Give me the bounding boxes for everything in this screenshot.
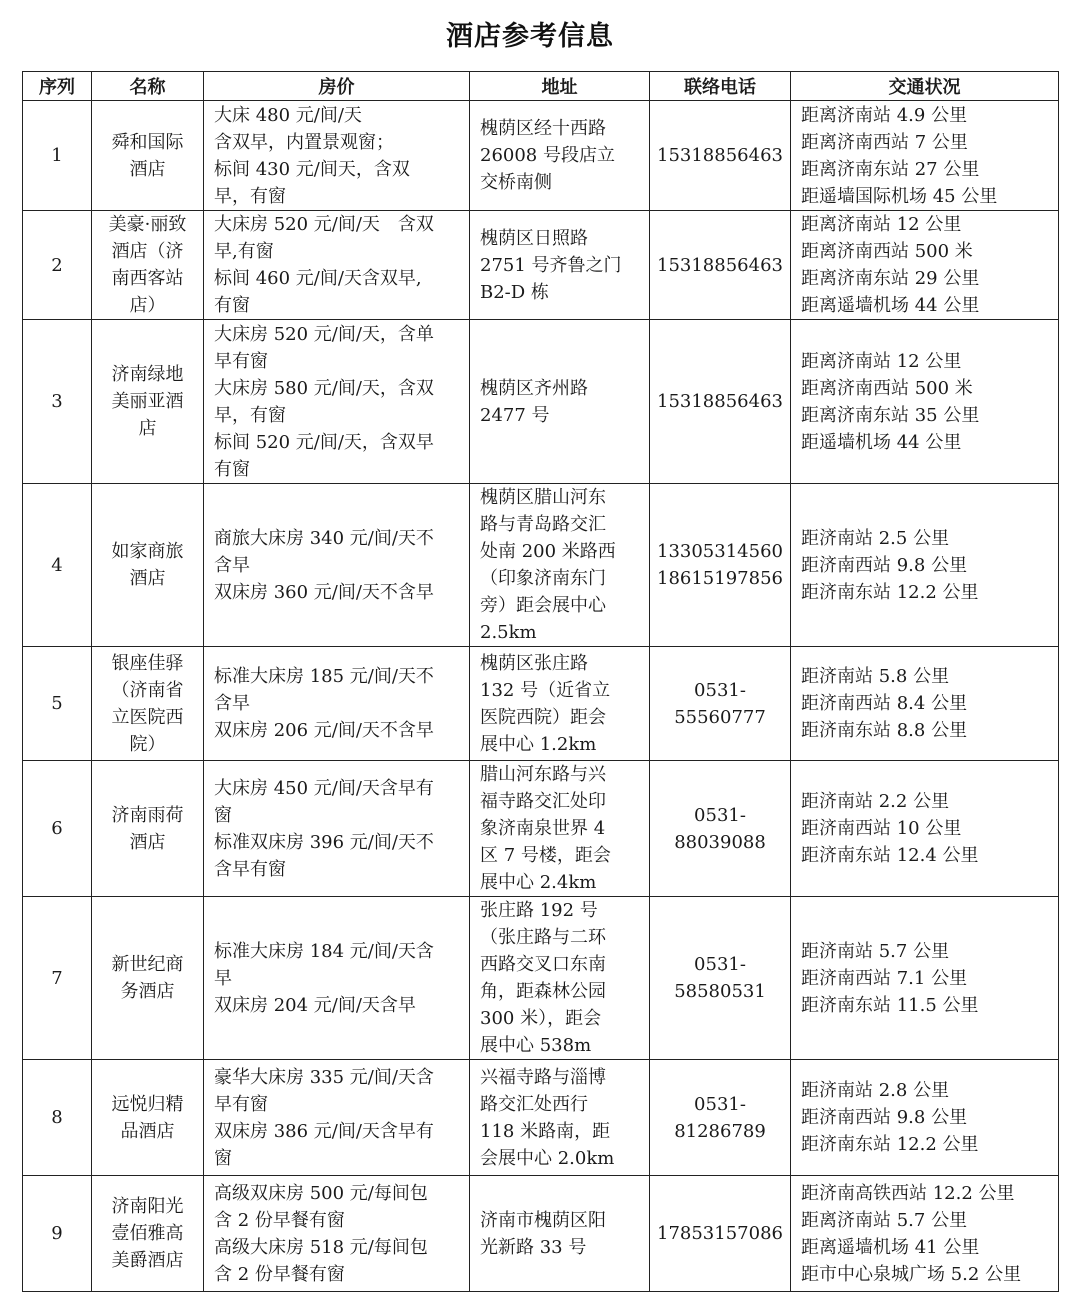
price-line: 早有窗 xyxy=(214,350,268,372)
phone-line: 0531- xyxy=(694,1093,746,1115)
phone-line: 13305314560 xyxy=(657,541,783,562)
address-line: 交桥南侧 xyxy=(480,172,552,193)
phone-line: 17853157086 xyxy=(657,1223,783,1244)
phone-cell xyxy=(650,761,791,897)
hotel-name-line: 酒店 xyxy=(129,831,166,853)
row-index-cell: 8 xyxy=(23,1060,92,1176)
traffic-line: 距济南西站 9.8 公里 xyxy=(801,1107,968,1128)
price-line: 标间 430 元/间天，含双 xyxy=(214,158,410,180)
hotel-name-line: 新世纪商 xyxy=(111,954,184,975)
address-line: （印象济南东门 xyxy=(480,568,606,589)
traffic-cell xyxy=(791,1060,1059,1176)
traffic-line: 距济南站 5.7 公里 xyxy=(801,940,950,962)
hotel-name-line: 店 xyxy=(138,418,157,439)
page-title: 酒店参考信息 xyxy=(446,21,614,52)
phone-line: 15318856463 xyxy=(657,391,783,412)
hotel-name-line: 济南阳光 xyxy=(111,1196,184,1217)
price-cell xyxy=(204,1176,470,1292)
price-line: 标准大床房 185 元/间/天不 xyxy=(214,666,434,687)
address-line: 象济南泉世界 4 xyxy=(480,818,606,839)
address-line: 300 米），距会 xyxy=(480,1008,602,1029)
address-cell xyxy=(470,647,650,761)
table-row xyxy=(23,647,1059,761)
hotel-name-line: 店） xyxy=(129,295,166,316)
table-row xyxy=(23,211,1059,320)
traffic-line: 距离济南东站 35 公里 xyxy=(801,404,980,426)
address-line: 2751 号齐鲁之门 xyxy=(480,254,622,276)
hotel-name-line: 酒店 xyxy=(129,158,166,180)
row-index-cell: 5 xyxy=(23,647,92,761)
table-row xyxy=(23,761,1059,897)
address-line: 槐荫区日照路 xyxy=(480,227,588,249)
hotel-name-line: 美丽亚酒 xyxy=(111,391,184,412)
address-line: B2-D 栋 xyxy=(480,281,549,303)
hotel-name-line: （济南省 xyxy=(111,679,184,701)
traffic-line: 距济南站 2.8 公里 xyxy=(801,1080,950,1101)
traffic-line: 距遥墙机场 44 公里 xyxy=(801,431,962,453)
price-line: 大床房 520 元/间/天，含单 xyxy=(214,323,434,345)
phone-line: 0531- xyxy=(694,804,746,826)
traffic-line: 距离济南站 12 公里 xyxy=(801,350,962,372)
price-line: 早,有窗 xyxy=(214,241,274,262)
phone-line: 0531- xyxy=(694,679,746,701)
traffic-cell xyxy=(791,897,1059,1060)
traffic-line: 距离济南东站 27 公里 xyxy=(801,158,980,180)
traffic-line: 距离遥墙机场 44 公里 xyxy=(801,295,980,316)
traffic-line: 距市中心泉城广场 5.2 公里 xyxy=(801,1263,1022,1285)
header-name: 名称 xyxy=(92,72,204,101)
price-line: 大床 480 元/间/天 xyxy=(214,104,362,126)
address-line: 槐荫区张庄路 xyxy=(480,652,588,674)
price-line: 含 2 份早餐有窗 xyxy=(214,1263,345,1285)
price-line: 窗 xyxy=(214,1147,232,1169)
address-line: 展中心 538m xyxy=(480,1035,592,1056)
price-line: 标准大床房 184 元/间/天含 xyxy=(214,940,434,962)
traffic-line: 距济南东站 8.8 公里 xyxy=(801,720,968,741)
price-line: 大床房 580 元/间/天，含双 xyxy=(214,377,434,399)
address-cell xyxy=(470,211,650,320)
traffic-line: 距济南高铁西站 12.2 公里 xyxy=(801,1182,1015,1204)
address-line: 2.5km xyxy=(480,622,537,643)
address-line: 展中心 1.2km xyxy=(480,733,597,755)
hotel-name-line: 品酒店 xyxy=(120,1120,175,1142)
hotel-name-cell xyxy=(92,1060,204,1176)
hotel-name-line: 济南雨荷 xyxy=(111,804,184,826)
address-line: 医院西院）距会 xyxy=(480,706,606,728)
address-line: 光新路 33 号 xyxy=(480,1236,587,1258)
hotel-name-line: 院） xyxy=(129,733,166,755)
price-line: 含双早，内置景观窗； xyxy=(214,131,394,153)
hotel-name-line: 美爵酒店 xyxy=(111,1250,184,1271)
phone-cell xyxy=(650,1176,791,1292)
hotel-name-cell xyxy=(92,647,204,761)
price-line: 含早有窗 xyxy=(214,858,286,880)
traffic-line: 距济南东站 12.2 公里 xyxy=(801,1134,979,1155)
hotel-info-table xyxy=(22,71,1059,1292)
phone-cell xyxy=(650,320,791,484)
hotel-name-line: 济南绿地 xyxy=(111,364,184,385)
hotel-name-cell xyxy=(92,101,204,211)
address-line: 槐荫区经十西路 xyxy=(480,118,606,139)
table-row xyxy=(23,484,1059,647)
address-line: 腊山河东路与兴 xyxy=(480,764,606,785)
row-index-cell: 3 xyxy=(23,320,92,484)
price-cell xyxy=(204,761,470,897)
phone-cell xyxy=(650,897,791,1060)
traffic-line: 距济南站 5.8 公里 xyxy=(801,666,950,687)
price-line: 早，有窗 xyxy=(214,185,286,207)
table-row xyxy=(23,1060,1059,1176)
traffic-cell xyxy=(791,211,1059,320)
address-line: 西路交叉口东南 xyxy=(480,954,606,975)
hotel-name-line: 远悦归精 xyxy=(111,1093,184,1115)
row-index-cell: 7 xyxy=(23,897,92,1060)
hotel-name-cell xyxy=(92,761,204,897)
price-line: 双床房 204 元/间/天含早 xyxy=(214,994,416,1016)
traffic-line: 距离济南站 4.9 公里 xyxy=(801,104,968,126)
price-line: 有窗 xyxy=(214,295,250,316)
address-cell xyxy=(470,1060,650,1176)
address-line: 槐荫区腊山河东 xyxy=(480,487,606,508)
price-line: 有窗 xyxy=(214,458,250,480)
hotel-name-line: 南西客站 xyxy=(111,268,184,289)
price-line: 商旅大床房 340 元/间/天不 xyxy=(214,527,434,549)
traffic-line: 距济南西站 9.8 公里 xyxy=(801,554,968,576)
price-line: 大床房 520 元/间/天 含双 xyxy=(214,214,434,235)
address-line: 2477 号 xyxy=(480,404,550,426)
address-line: 26008 号段店立 xyxy=(480,145,615,166)
phone-line: 88039088 xyxy=(674,831,766,853)
phone-line: 15318856463 xyxy=(657,145,783,166)
traffic-cell xyxy=(791,761,1059,897)
address-line: 会展中心 2.0km xyxy=(480,1147,615,1169)
traffic-line: 距济南站 2.5 公里 xyxy=(801,527,950,549)
row-index-cell: 6 xyxy=(23,761,92,897)
price-cell xyxy=(204,211,470,320)
traffic-line: 距济南西站 7.1 公里 xyxy=(801,967,968,989)
price-line: 双床房 360 元/间/天不含早 xyxy=(214,581,434,603)
address-line: 132 号（近省立 xyxy=(480,679,611,701)
price-cell xyxy=(204,484,470,647)
traffic-line: 距济南东站 12.4 公里 xyxy=(801,845,979,866)
phone-line: 15318856463 xyxy=(657,254,783,276)
table-row xyxy=(23,1176,1059,1292)
price-cell xyxy=(204,897,470,1060)
hotel-name-cell xyxy=(92,484,204,647)
address-line: 118 米路南，距 xyxy=(480,1120,611,1142)
address-line: 福寺路交汇处印 xyxy=(480,791,606,812)
address-line: 展中心 2.4km xyxy=(480,872,597,893)
traffic-cell xyxy=(791,647,1059,761)
hotel-name-cell xyxy=(92,320,204,484)
price-line: 双床房 386 元/间/天含早有 xyxy=(214,1120,434,1142)
traffic-line: 距济南站 2.2 公里 xyxy=(801,791,950,812)
traffic-cell xyxy=(791,1176,1059,1292)
traffic-line: 距离济南西站 500 米 xyxy=(801,241,973,262)
price-line: 早 xyxy=(214,967,232,989)
row-index-cell: 4 xyxy=(23,484,92,647)
price-line: 早，有窗 xyxy=(214,404,286,426)
address-cell xyxy=(470,897,650,1060)
traffic-cell xyxy=(791,484,1059,647)
address-cell xyxy=(470,761,650,897)
phone-line: 81286789 xyxy=(674,1120,766,1142)
traffic-line: 距离济南站 5.7 公里 xyxy=(801,1209,968,1231)
hotel-name-line: 舜和国际 xyxy=(111,131,184,153)
address-line: 路与青岛路交汇 xyxy=(480,514,606,535)
price-cell xyxy=(204,647,470,761)
price-line: 标间 520 元/间/天，含双早 xyxy=(214,431,434,453)
address-cell xyxy=(470,101,650,211)
traffic-line: 距离济南东站 29 公里 xyxy=(801,268,980,289)
header-price: 房价 xyxy=(204,72,470,101)
traffic-line: 距离济南西站 7 公里 xyxy=(801,131,968,153)
price-line: 高级大床房 518 元/每间包 xyxy=(214,1236,428,1258)
address-line: 济南市槐荫区阳 xyxy=(480,1209,606,1231)
hotel-name-cell xyxy=(92,1176,204,1292)
traffic-line: 距离济南西站 500 米 xyxy=(801,377,973,399)
price-line: 窗 xyxy=(214,804,232,826)
address-line: 旁）距会展中心 xyxy=(480,595,606,616)
hotel-name-line: 如家商旅 xyxy=(111,541,184,562)
hotel-name-line: 务酒店 xyxy=(120,981,175,1002)
address-line: 处南 200 米路西 xyxy=(480,541,616,562)
price-line: 双床房 206 元/间/天不含早 xyxy=(214,720,434,741)
phone-line: 58580531 xyxy=(674,981,766,1002)
price-line: 大床房 450 元/间/天含早有 xyxy=(214,777,434,799)
traffic-line: 距离济南站 12 公里 xyxy=(801,214,962,235)
address-cell xyxy=(470,484,650,647)
address-line: 区 7 号楼，距会 xyxy=(480,845,611,866)
phone-cell xyxy=(650,101,791,211)
address-line: 张庄路 192 号 xyxy=(480,900,598,921)
header-address: 地址 xyxy=(470,72,650,101)
address-cell xyxy=(470,1176,650,1292)
price-line: 标间 460 元/间/天含双早, xyxy=(214,268,422,289)
price-line: 含早 xyxy=(214,693,250,714)
address-line: 兴福寺路与淄博 xyxy=(480,1066,606,1088)
row-index-cell: 9 xyxy=(23,1176,92,1292)
traffic-line: 距济南东站 11.5 公里 xyxy=(801,994,979,1016)
table-row xyxy=(23,320,1059,484)
price-line: 含早 xyxy=(214,554,250,576)
phone-cell xyxy=(650,211,791,320)
header-phone: 联络电话 xyxy=(650,72,791,101)
header-index: 序列 xyxy=(23,72,92,101)
phone-line: 55560777 xyxy=(674,706,766,728)
hotel-name-line: 酒店（济 xyxy=(111,241,184,262)
address-cell xyxy=(470,320,650,484)
price-line: 高级双床房 500 元/每间包 xyxy=(214,1182,428,1204)
hotel-name-line: 美豪·丽致 xyxy=(108,214,187,235)
traffic-cell xyxy=(791,101,1059,211)
price-line: 豪华大床房 335 元/间/天含 xyxy=(214,1066,434,1088)
phone-cell xyxy=(650,484,791,647)
traffic-line: 距济南东站 12.2 公里 xyxy=(801,581,979,603)
address-line: 角，距森林公园 xyxy=(480,981,606,1002)
table-row xyxy=(23,101,1059,211)
hotel-name-line: 壹佰雅高 xyxy=(111,1223,184,1244)
traffic-line: 距离遥墙机场 41 公里 xyxy=(801,1236,980,1258)
price-line: 早有窗 xyxy=(214,1093,268,1115)
hotel-name-line: 酒店 xyxy=(129,568,166,589)
address-line: （张庄路与二环 xyxy=(480,927,606,948)
phone-cell xyxy=(650,1060,791,1176)
hotel-name-cell xyxy=(92,211,204,320)
price-cell xyxy=(204,1060,470,1176)
address-line: 槐荫区齐州路 xyxy=(480,377,588,399)
address-line: 路交汇处西行 xyxy=(480,1093,588,1115)
price-cell xyxy=(204,320,470,484)
phone-line: 18615197856 xyxy=(657,568,783,589)
price-line: 含 2 份早餐有窗 xyxy=(214,1209,345,1231)
hotel-name-line: 立医院西 xyxy=(111,706,184,728)
hotel-name-line: 银座佳驿 xyxy=(111,652,184,674)
price-cell xyxy=(204,101,470,211)
traffic-line: 距济南西站 8.4 公里 xyxy=(801,693,968,714)
row-index-cell: 2 xyxy=(23,211,92,320)
hotel-name-cell xyxy=(92,897,204,1060)
row-index-cell: 1 xyxy=(23,101,92,211)
price-line: 标准双床房 396 元/间/天不 xyxy=(214,831,434,853)
traffic-line: 距遥墙国际机场 45 公里 xyxy=(801,185,998,207)
table-body xyxy=(23,101,1059,1292)
traffic-line: 距济南西站 10 公里 xyxy=(801,818,962,839)
phone-line: 0531- xyxy=(694,954,746,975)
table-header-row xyxy=(23,72,1059,101)
traffic-cell xyxy=(791,320,1059,484)
phone-cell xyxy=(650,647,791,761)
table-row xyxy=(23,897,1059,1060)
header-traffic: 交通状况 xyxy=(791,72,1059,101)
